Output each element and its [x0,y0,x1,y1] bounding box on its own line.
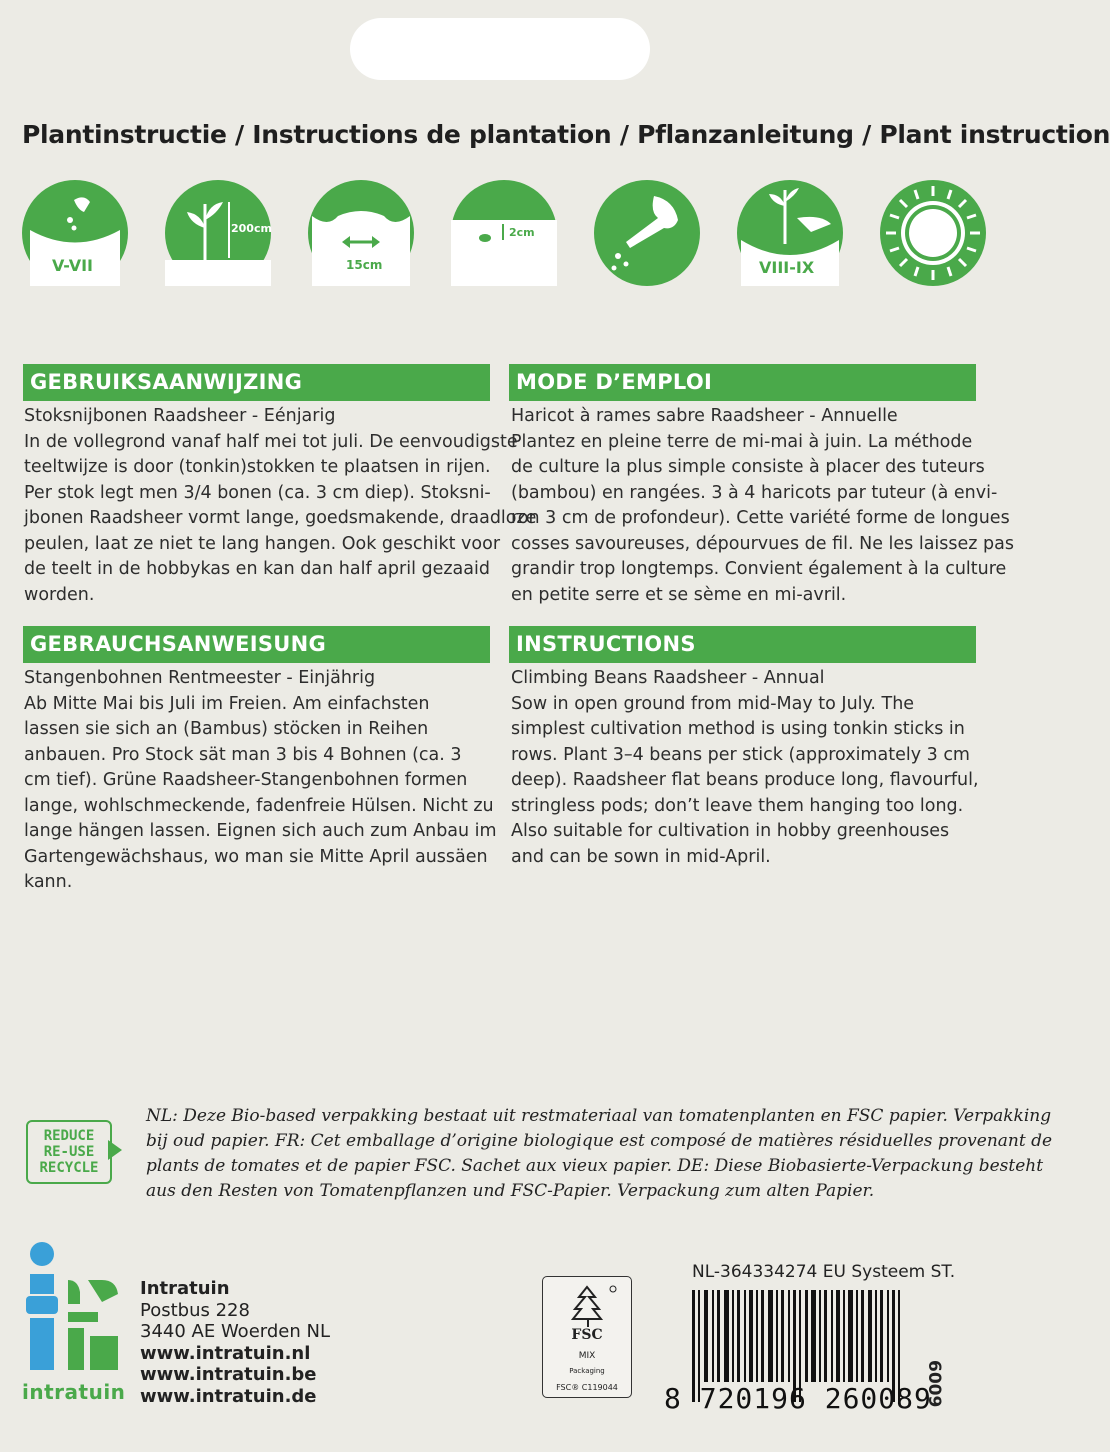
sowing-depth-icon [451,180,557,286]
section-heading-nl: GEBRUIKSAANWIJZING [23,364,490,401]
website-link[interactable]: www.intratuin.be [140,1364,317,1385]
fsc-tree-icon [543,1281,633,1331]
section-heading-de: GEBRAUCHSANWEISUNG [23,626,490,663]
icon-row [22,180,982,290]
recycle-badge [26,1120,112,1184]
text-line: anbauen. Pro Stock sät man 3 bis 4 Bohnen (ca. 3 [24,744,462,765]
arrow-icon [108,1140,122,1160]
harvest-period-label: VIII-IX [759,258,815,277]
eco-packaging-text [146,1104,1053,1204]
company-name: Intratuin [140,1278,230,1299]
plant-spacing-icon [308,180,414,286]
sowing-depth-label: 2cm [509,226,535,239]
recycle-line: REDUCE [43,1128,95,1144]
hang-hole [350,18,650,80]
sowing-period-icon [22,180,128,286]
sowing-period-label: V-VII [52,256,93,275]
text-line: and can be sown in mid-April. [511,846,771,867]
text-line: peulen, laat ze niet te lang hangen. Ook geschikt voor [24,533,501,554]
barcode-number: 8 720196 260089 [664,1382,932,1415]
watering-icon [594,180,700,286]
city: 3440 AE Woerden NL [140,1321,330,1342]
page-title: Plantinstructie / Instructions de plantation / Pflanzanleitung / Plant instruction [22,120,1110,149]
po-box: Postbus 228 [140,1299,250,1321]
text-line: Ab Mitte Mai bis Juli im Freien. Am einfachsten [24,693,430,714]
recycle-line: RE-USE [43,1144,95,1160]
certification-code: NL-364334274 EU Systeem ST. [692,1262,956,1282]
text-line: simplest cultivation method is using tonkin sticks in [511,719,965,739]
fsc-label [542,1276,632,1398]
plant-height-icon [165,180,271,286]
text-line: cm tief). Grüne Raadsheer-Stangenbohnen formen [24,770,468,790]
website-link[interactable]: www.intratuin.nl [140,1342,311,1364]
text-line: Climbing Beans Raadsheer - Annual [511,668,825,688]
text-line: rows. Plant 3–4 beans per stick (approximately 3 cm [511,744,970,765]
eco-line: bij oud papier. FR: Cet emballage d’origine biologique est composé de matières résiduelles provenant de [146,1131,1053,1151]
text-line: Sow in open ground from mid-May to July. The [511,693,915,714]
company-address [140,1278,330,1407]
text-line: de teelt in de hobbykas en kan dan half april gezaaid [24,559,490,579]
plant-spacing-label: 15cm [346,258,383,272]
text-line: de culture la plus simple consiste à placer des tuteurs [511,457,985,477]
text-line: lange hängen lassen. Eignen sich auch zum Anbau im [24,821,497,841]
text-line: en petite serre et se sème en mi-avril. [511,584,847,605]
text-line: cosses savoureuses, dépourvues de fil. Ne les laissez pas [511,533,1014,554]
brand-wordmark: intratuin [22,1380,126,1404]
fsc-mix: MIX [578,1351,596,1361]
fsc-name: FSC [571,1327,603,1343]
text-line: teeltwijze is door (tonkin)stokken te plaatsen in rijen. [24,457,491,477]
section-text-fr [511,404,1014,608]
full-sun-icon [880,180,986,286]
text-line: In de vollegrond vanaf half mei tot juli. De eenvoudigste [24,431,518,452]
section-heading-fr: MODE D’EMPLOI [509,364,976,401]
text-line: ron 3 cm de profondeur). Cette variété forme de longues [511,508,1010,528]
text-line: Plantez en pleine terre de mi-mai à juin. La méthode [511,431,973,452]
eco-line: plants de tomates et de papier FSC. Sachet aux vieux papier. DE: Diese Biobasierte-Verpackung besteht [146,1156,1044,1176]
text-line: Gartengewächshaus, wo man sie Mitte April aussäen [24,846,488,867]
fsc-packaging: Packaging [569,1367,605,1375]
text-line: Stoksnijbonen Raadsheer - Eénjarig [24,406,336,426]
text-line: kann. [24,872,73,892]
text-line: Per stok legt men 3/4 bonen (ca. 3 cm diep). Stoksni- [24,482,491,503]
text-line: stringless pods; don’t leave them hanging too long. [511,795,964,816]
recycle-line: RECYCLE [39,1160,99,1176]
text-line: Haricot à rames sabre Raadsheer - Annuelle [511,406,898,426]
eco-line: NL: Deze Bio-based verpakking bestaat uit restmateriaal van tomatenplanten en FSC papier. Verpakking [146,1106,1052,1126]
text-line: Also suitable for cultivation in hobby greenhouses [511,821,950,841]
text-line: grandir trop longtemps. Convient également à la culture [511,559,1007,579]
section-text-de [24,666,497,896]
text-line: lassen sie sich an (Bambus) stöcken in Reihen [24,719,429,739]
text-line: deep). Raadsheer flat beans produce long, flavourful, [511,770,979,790]
text-line: worden. [24,584,95,605]
section-heading-en: INSTRUCTIONS [509,626,976,663]
text-line: (bambou) en rangées. 3 à 4 haricots par tuteur (à envi- [511,482,998,503]
text-line: Stangenbohnen Rentmeester - Einjährig [24,668,376,688]
side-code: 6009 [924,1360,944,1408]
text-line: jbonen Raadsheer vormt lange, goedsmakende, draadloze [24,508,537,528]
website-link[interactable]: www.intratuin.de [140,1385,317,1407]
fsc-code: FSC® C119044 [556,1383,618,1392]
harvest-period-icon [737,180,843,286]
eco-line: aus den Resten von Tomatenpflanzen und FSC-Papier. Verpackung zum alten Papier. [146,1181,875,1201]
plant-height-label: 200cm [231,222,272,235]
text-line: lange, wohlschmeckende, fadenfreie Hülsen. Nicht zu [24,795,494,816]
section-text-en [511,666,979,870]
section-text-nl [24,404,536,608]
